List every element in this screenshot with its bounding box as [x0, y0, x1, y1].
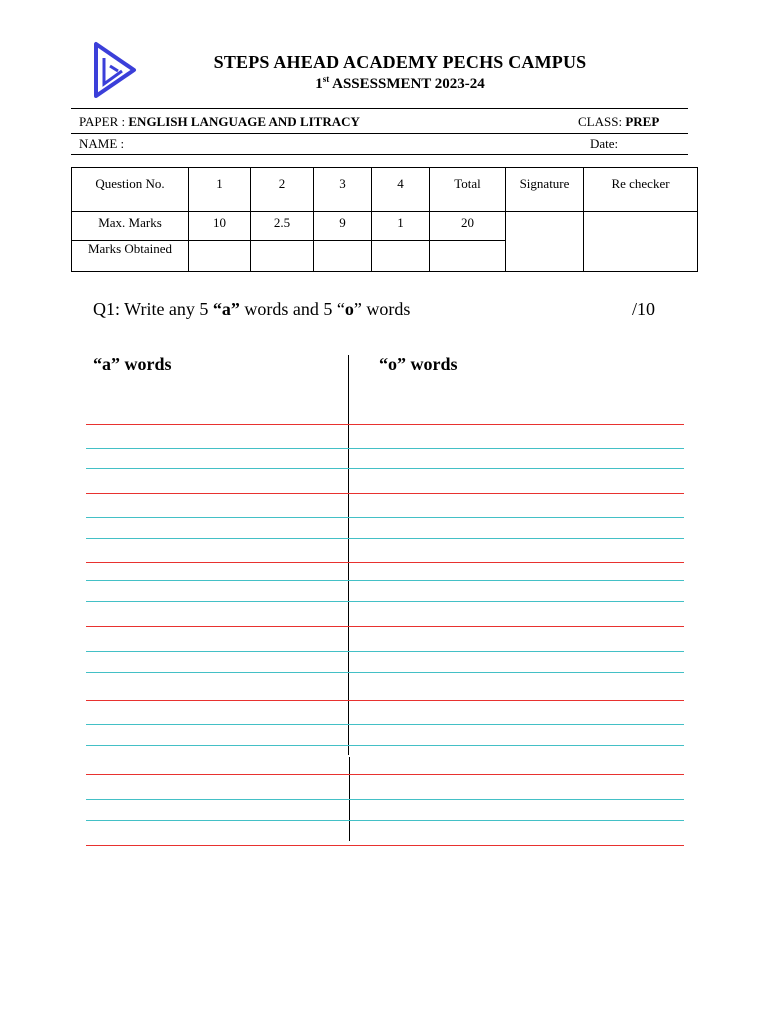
class-field: CLASS: PREP [578, 114, 660, 129]
signature-label: Signature [506, 168, 584, 212]
a-words-heading: “a” words [93, 354, 172, 374]
writing-line-teal[interactable] [86, 517, 684, 518]
max-mark-total: 20 [430, 212, 506, 241]
marks-obtained-label: Marks Obtained [72, 241, 189, 272]
rechecker-cell[interactable] [584, 212, 698, 272]
writing-line-teal[interactable] [86, 799, 684, 800]
writing-line-red[interactable] [86, 626, 684, 627]
name-field[interactable]: NAME : [79, 136, 125, 151]
total-label: Total [430, 168, 506, 212]
column-divider [348, 355, 349, 755]
obtained-total-cell[interactable] [430, 241, 506, 272]
writing-line-red[interactable] [86, 845, 684, 846]
max-mark-cell: 9 [314, 212, 372, 241]
obtained-cell[interactable] [189, 241, 251, 272]
question-number: 3 [314, 168, 372, 212]
o-words-heading: “o” words [379, 354, 458, 374]
info-middle-rule [71, 133, 688, 134]
writing-line-teal[interactable] [86, 724, 684, 725]
writing-line-teal[interactable] [86, 651, 684, 652]
question-1-marks: /10 [632, 299, 656, 319]
question-number: 4 [372, 168, 430, 212]
writing-line-teal[interactable] [86, 448, 684, 449]
writing-line-teal[interactable] [86, 580, 684, 581]
info-bottom-rule [71, 154, 688, 155]
max-mark-cell: 10 [189, 212, 251, 241]
writing-line-red[interactable] [86, 424, 684, 425]
writing-line-red[interactable] [86, 774, 684, 775]
writing-line-teal[interactable] [86, 745, 684, 746]
question-number: 1 [189, 168, 251, 212]
writing-line-teal[interactable] [86, 538, 684, 539]
max-mark-cell: 2.5 [251, 212, 314, 241]
writing-line-teal[interactable] [86, 820, 684, 821]
writing-line-red[interactable] [86, 562, 684, 563]
question-row [72, 168, 698, 212]
writing-line-teal[interactable] [86, 468, 684, 469]
school-name: STEPS AHEAD ACADEMY PECHS CAMPUS [213, 52, 587, 72]
writing-line-red[interactable] [86, 700, 684, 701]
marks-table [71, 167, 698, 272]
paper-field: PAPER : ENGLISH LANGUAGE AND LITRACY [79, 114, 360, 129]
question-number: 2 [251, 168, 314, 212]
writing-line-teal[interactable] [86, 601, 684, 602]
max-mark-cell: 1 [372, 212, 430, 241]
max-marks-label: Max. Marks [72, 212, 189, 241]
rechecker-label: Re checker [584, 168, 698, 212]
max-marks-row [72, 212, 698, 241]
obtained-cell[interactable] [251, 241, 314, 272]
obtained-cell[interactable] [314, 241, 372, 272]
info-top-rule [71, 108, 688, 109]
date-field[interactable]: Date: [590, 136, 619, 151]
obtained-cell[interactable] [372, 241, 430, 272]
signature-cell[interactable] [506, 212, 584, 272]
writing-line-teal[interactable] [86, 672, 684, 673]
assessment-title: 1st ASSESSMENT 2023-24 [315, 74, 485, 92]
question-1-text: Q1: Write any 5 “a” words and 5 “o” words [93, 299, 411, 319]
question-no-label: Question No. [72, 168, 189, 212]
writing-line-red[interactable] [86, 493, 684, 494]
